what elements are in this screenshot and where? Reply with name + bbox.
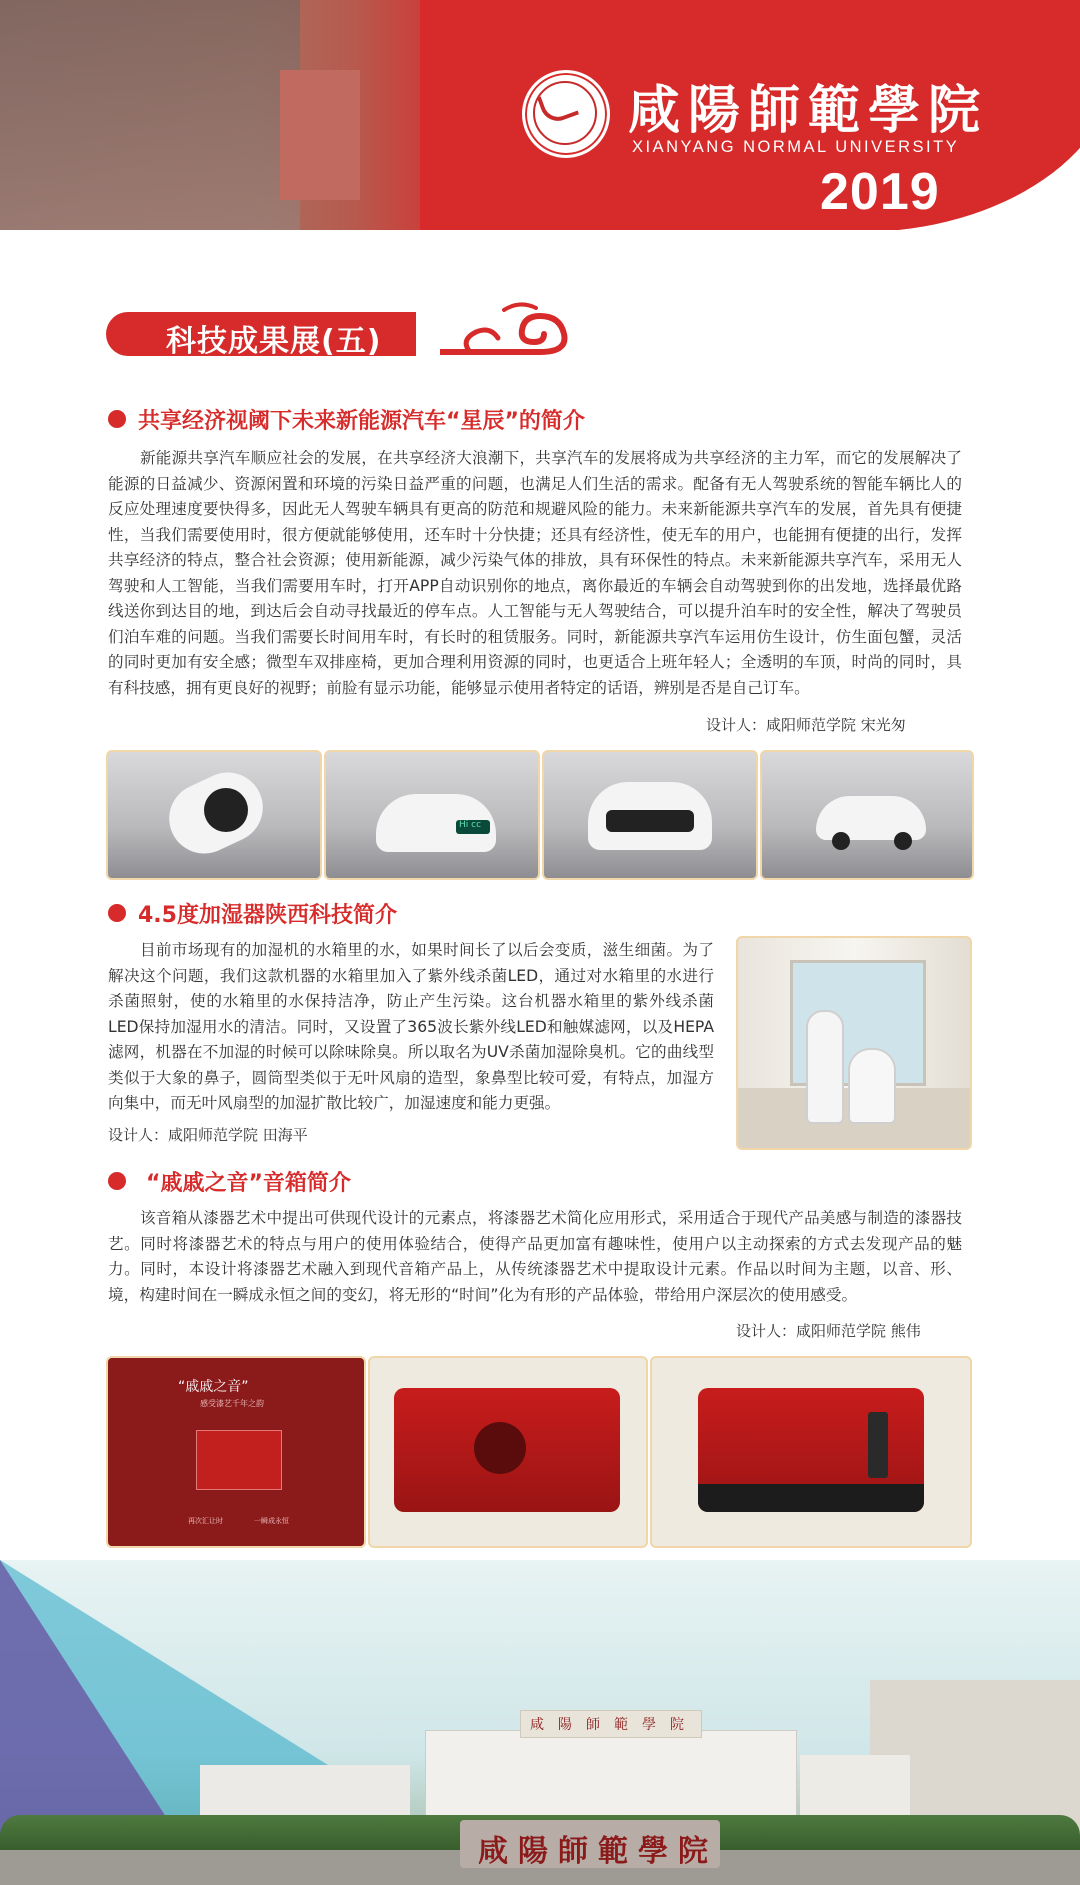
poster-note-left: 再次汇让时: [188, 1517, 223, 1525]
poster-title: “戚戚之音”: [178, 1379, 249, 1395]
section-1-body: 新能源共享汽车顺应社会的发展，在共享经济大浪潮下，共享汽车的发展将成为共享经济的主力军，而它的发展解决了能源的日益减少、资源闲置和环境的污染日益严重的问题，也满足人们生活的需求。配备有无人驾驶系统的智能车辆比人的反应处理速度要快得多，因此无人驾驶车辆具有更高的防范和规避风险的能力。未来新能源共享汽车的发展，首先具有便捷性，当我们需要使用时，很方便就能够使用，还车时十分快捷；还具有经济性，使无车的用户，也能拥有便捷的出行，发挥共享经济的特点，整合社会资源；使用新能源，减少污染气体的排放，具有环保性的特点。未来新能源共享汽车，采用无人驾驶和人工智能，当我们需要用车时，打开APP自动识别你的地点，离你最近的车辆会自动驾驶到你的出发地，选择最优路线送你到达目的地，到达后会自动寻找最近的停车点。人工智能与无人驾驶结合，可以提升泊车时的安全性，解决了驾驶员们泊车难的问题。当我们需要长时间用车时，有长时的租赁服务。同时，新能源共享汽车运用仿生设计，仿生面包蟹，灵活的同时更加有安全感；微型车双排座椅，更加合理利用资源的同时，也更适合上班年轻人；全透明的车顶，时尚的同时，具有科技感，拥有更良好的视野；前脸有显示功能，能够显示使用者特定的话语，辨别是否是自己订车。: [108, 449, 962, 697]
poster-speaker: [196, 1430, 282, 1490]
section-3-title: “戚戚之音”音箱简介: [146, 1171, 351, 1196]
speaker-poster: [106, 1356, 366, 1548]
campus-photo-footer: [0, 1560, 1080, 1885]
bullet-dot-icon: [108, 904, 126, 922]
car-photo-front-angle: [324, 750, 540, 880]
section-2-designer: 设计人：咸阳师范学院 田海平: [108, 1126, 308, 1144]
humidifier-photo: [736, 936, 972, 1150]
banner-title: 科技成果展(五): [166, 324, 382, 359]
car-photo-side: [760, 750, 974, 880]
section-2-title: 4.5度加湿器陕西科技简介: [138, 903, 397, 928]
speaker-port: [474, 1422, 526, 1474]
section-3-body: 该音箱从漆器艺术中提出可供现代设计的元素点，将漆器艺术简化应用形式，采用适合于现代产品美感与制造的漆器技艺。同时将漆器艺术的特点与用户的使用体验结合，使得产品更加富有趣味性，使用户以主动探索的方式去发现产品的魅力。同时，本设计将漆器艺术融入到现代音箱产品上，从传统漆器艺术中提取设计元素。作品以时间为主题，以音、形、境，构建时间在一瞬成永恒之间的变幻，将无形的“时间”化为有形的产品体验，带给用户深层次的使用感受。: [108, 1209, 962, 1304]
section-3-designer: 设计人：咸阳师范学院 熊伟: [736, 1322, 921, 1340]
speaker-control-panel: [868, 1412, 888, 1478]
poster-note-right: 一瞬成永恒: [254, 1517, 289, 1525]
section-2-body: 目前市场现有的加湿机的水箱里的水，如果时间长了以后会变质，滋生细菌。为了解决这个问题，我们这款机器的水箱里加入了紫外线杀菌LED，通过对水箱里的水进行杀菌照射，使的水箱里的水保持洁净，防止产生污染。这台机器水箱里的紫外线杀菌LED保持加湿用水的清洁。同时，又设置了365波长紫外线LED和触媒滤网，以及HEPA滤网，机器在不加湿的时候可以除味除臭。所以取名为UV杀菌加湿除臭机。它的曲线型类似于大象的鼻子，圆筒型类似于无叶风扇的造型，象鼻型比较可爱，有特点，加湿方向集中，而无叶风扇型的加湿扩散比较广，加湿速度和能力更强。: [108, 941, 714, 1112]
stone-inscription: 咸陽師範學院: [478, 1834, 718, 1869]
speaker-photo-side: [368, 1356, 648, 1548]
header-building: [280, 70, 360, 200]
bullet-dot-icon: [108, 1172, 126, 1190]
engraved-wall: [0, 0, 300, 230]
car-front-display: Hi cc: [459, 820, 482, 830]
bullet-dot-icon: [108, 410, 126, 428]
poster-subtitle: 感受漆艺千年之韵: [200, 1399, 264, 1408]
section-1-title: 共享经济视阈下未来新能源汽车“星辰”的简介: [138, 409, 585, 434]
year-label: 2019: [820, 163, 940, 221]
section-1-designer: 设计人：咸阳师范学院 宋光匆: [706, 716, 906, 734]
car-photo-top-view: [106, 750, 322, 880]
university-name-cn: 咸陽師範學院: [628, 80, 989, 141]
building-sign: 咸陽師範學院: [530, 1717, 698, 1733]
speaker-photo-front: [650, 1356, 972, 1548]
car-photo-rear: [542, 750, 758, 880]
university-name-en: XIANYANG NORMAL UNIVERSITY: [632, 138, 960, 156]
auspicious-cloud-icon: [440, 300, 570, 364]
university-logo: [522, 70, 610, 158]
